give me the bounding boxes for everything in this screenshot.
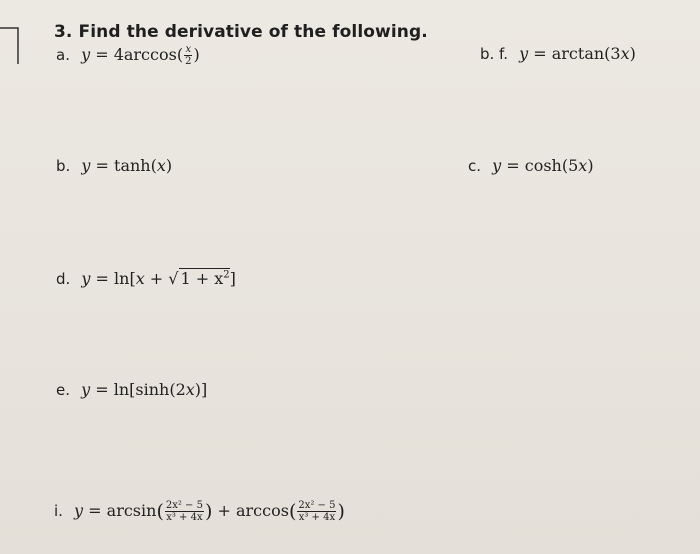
coefficient: 2 bbox=[175, 380, 186, 399]
problem-label: d. bbox=[56, 270, 71, 288]
problem-label: b. bbox=[56, 157, 71, 175]
problem-d: d. y = ln[x + √ $1 + x^2$] bbox=[56, 269, 236, 288]
problem-a: a. y = 4arccos( $\frac{x}{2}$ ) bbox=[56, 44, 200, 67]
function-name: ln bbox=[113, 380, 130, 399]
fraction: $\frac{x}{2}$ bbox=[185, 44, 192, 67]
argument-variable: x bbox=[578, 156, 588, 175]
problem-label: e. bbox=[56, 381, 70, 399]
lhs-variable: y bbox=[81, 269, 91, 288]
problem-label: i. bbox=[54, 502, 63, 520]
bracket-mark bbox=[0, 24, 22, 66]
function-name: ln bbox=[114, 269, 130, 288]
lhs-variable: y bbox=[492, 156, 502, 175]
inner-function-name: sinh bbox=[135, 380, 170, 399]
argument-variable: x bbox=[135, 269, 145, 288]
problem-label: a. bbox=[56, 46, 70, 64]
problem-heading: 3. Find the derivative of the following. bbox=[54, 22, 428, 42]
coefficient: 5 bbox=[568, 156, 579, 175]
lhs-variable: y bbox=[74, 501, 84, 520]
lhs-variable: y bbox=[519, 44, 529, 63]
lhs-variable: y bbox=[81, 156, 91, 175]
problem-label: b. f. bbox=[480, 45, 509, 63]
problem-e: e. y = ln[sinh(2x)] bbox=[56, 380, 208, 399]
lhs-variable: y bbox=[81, 45, 91, 64]
lhs-variable: y bbox=[81, 380, 91, 399]
function-name: arctan bbox=[551, 44, 605, 63]
function-name: cosh bbox=[524, 156, 562, 175]
problem-i: i. y = arcsin( $\frac{\text{2x² − 5}}{\text{x³ + 4x}}$ ) + arccos( $\frac{\text{2x² − 5}}{\text{x³ + 4x}}$ ) bbox=[54, 500, 345, 523]
function-name: arcsin bbox=[106, 501, 157, 520]
problem-b: b. y = tanh(x) bbox=[56, 156, 173, 175]
fraction: $\frac{\text{2x² − 5}}{\text{x³ + 4x}}$ bbox=[165, 500, 203, 523]
problem-c: c. y = cosh(5x) bbox=[468, 156, 594, 175]
radicand: $1 + x^2$ bbox=[180, 269, 230, 288]
argument-variable: x bbox=[156, 156, 166, 175]
problem-bf: b. f. y = arctan(3x) bbox=[480, 44, 636, 63]
function-name: arccos bbox=[235, 501, 289, 520]
fraction: $\frac{\text{2x² − 5}}{\text{x³ + 4x}}$ bbox=[298, 500, 336, 523]
function-name: 4arccos bbox=[113, 45, 177, 64]
coefficient: 3 bbox=[610, 44, 621, 63]
problem-label: c. bbox=[468, 157, 482, 175]
sqrt-sign: √ bbox=[168, 269, 179, 288]
plus-operator: + bbox=[217, 501, 231, 520]
argument-variable: x bbox=[185, 380, 195, 399]
argument-variable: x bbox=[620, 44, 630, 63]
function-name: tanh bbox=[114, 156, 151, 175]
